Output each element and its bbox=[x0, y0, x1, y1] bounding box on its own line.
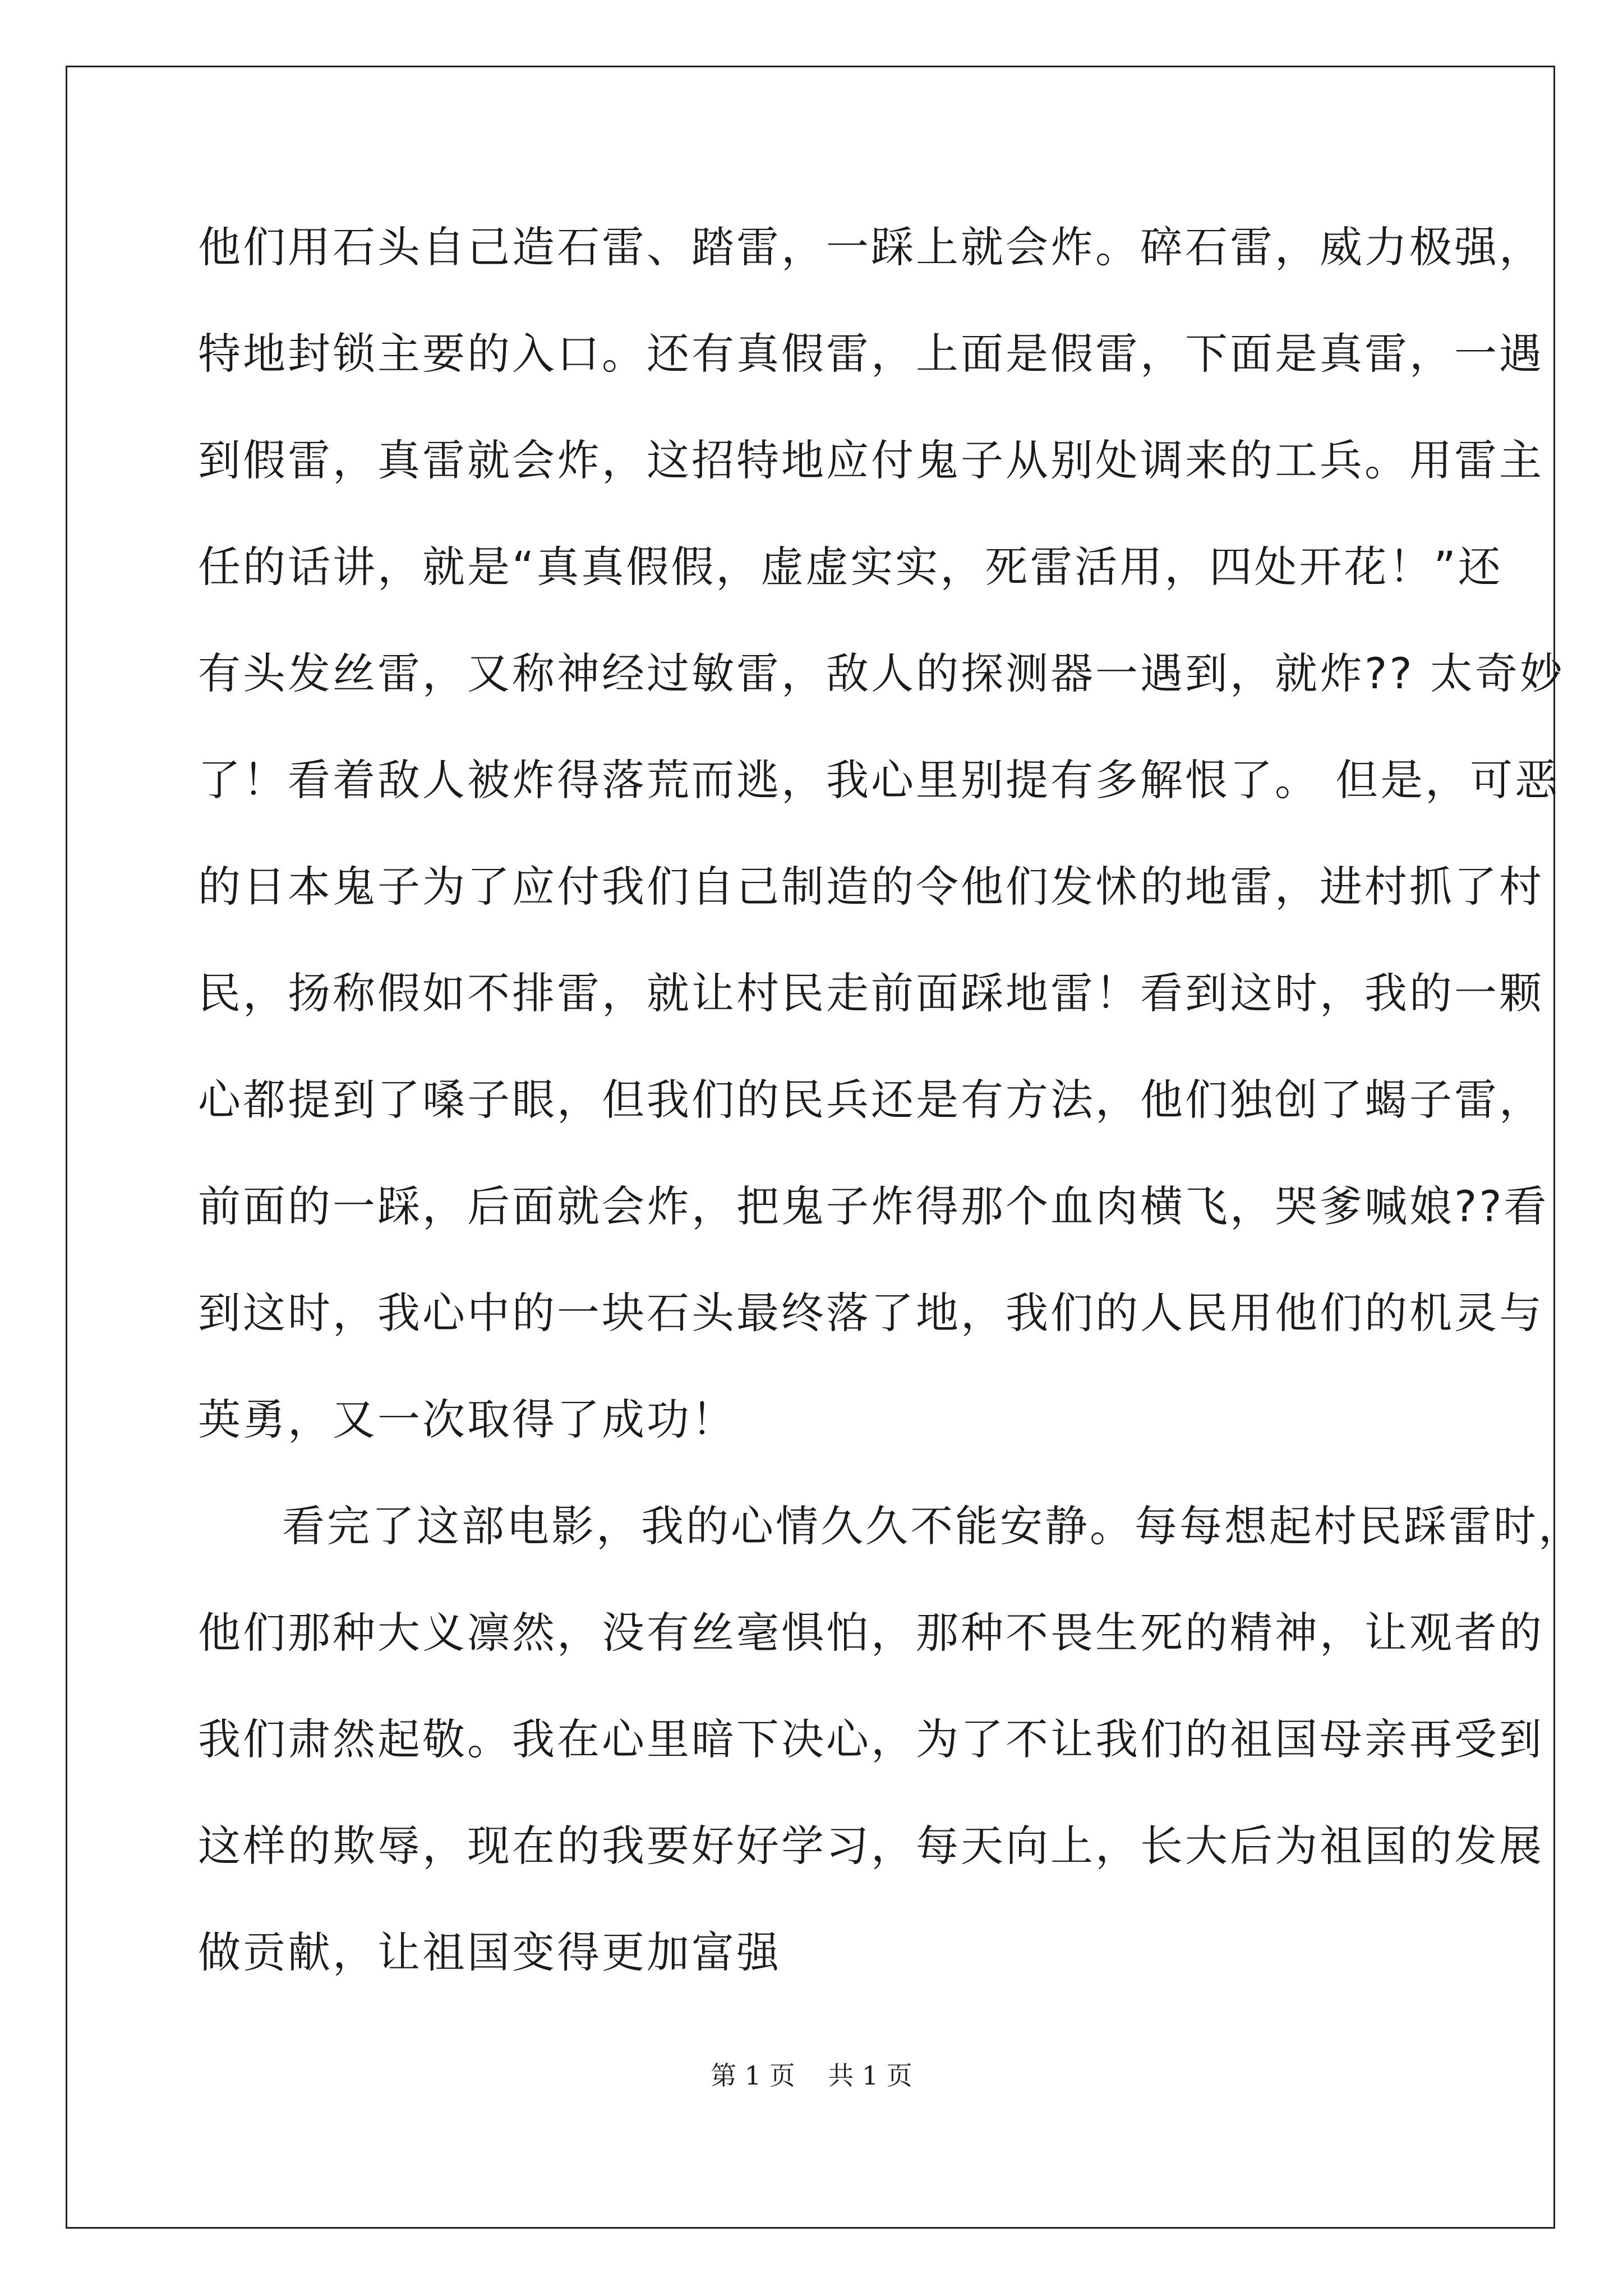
text-line-1: 他们用石头自己造石雷、踏雷，一踩上就会炸。碎石雷，威力极强， bbox=[198, 222, 1544, 272]
text-line-6: 了！看着敌人被炸得落荒而逃，我心里别提有多解恨了。 但是，可恶 bbox=[198, 755, 1560, 805]
text-line-10: 前面的一踩，后面就会炸，把鬼子炸得那个血肉横飞，哭爹喊娘??看 bbox=[198, 1181, 1549, 1231]
text-line-9: 心都提到了嗓子眼，但我们的民兵还是有方法，他们独创了蝎子雷， bbox=[198, 1075, 1544, 1125]
text-line-13: 看完了这部电影，我的心情久久不能安静。每每想起村民踩雷时， bbox=[282, 1501, 1583, 1551]
text-line-11: 到这时，我心中的一块石头最终落了地，我们的人民用他们的机灵与 bbox=[198, 1288, 1544, 1338]
text-line-2: 特地封锁主要的入口。还有真假雷，上面是假雷，下面是真雷，一遇 bbox=[198, 329, 1544, 379]
text-line-15: 我们肃然起敬。我在心里暗下决心，为了不让我们的祖国母亲再受到 bbox=[198, 1714, 1544, 1764]
text-line-17: 做贡献，让祖国变得更加富强 bbox=[198, 1927, 781, 1977]
text-line-12: 英勇，又一次取得了成功！ bbox=[198, 1395, 736, 1444]
text-line-16: 这样的欺辱，现在的我要好好学习，每天向上，长大后为祖国的发展 bbox=[198, 1821, 1544, 1871]
text-line-3: 到假雷，真雷就会炸，这招特地应付鬼子从别处调来的工兵。用雷主 bbox=[198, 435, 1544, 485]
page-footer bbox=[0, 2059, 1623, 2092]
text-line-5: 有头发丝雷，又称神经过敏雷，敌人的探测器一遇到，就炸?? 太奇妙 bbox=[198, 648, 1565, 698]
page-number: 第 1 页 bbox=[711, 2060, 795, 2091]
text-line-14: 他们那种大义凛然，没有丝毫惧怕，那种不畏生死的精神，让观者的 bbox=[198, 1608, 1544, 1658]
text-line-7: 的日本鬼子为了应付我们自己制造的令他们发怵的地雷，进村抓了村 bbox=[198, 862, 1544, 912]
document-body bbox=[198, 194, 1583, 2006]
page-total: 共 1 页 bbox=[828, 2060, 912, 2091]
text-line-4: 任的话讲，就是“真真假假，虚虚实实，死雷活用，四处开花！”还 bbox=[198, 542, 1503, 592]
text-line-8: 民，扬称假如不排雷，就让村民走前面踩地雷！看到这时，我的一颗 bbox=[198, 968, 1544, 1018]
